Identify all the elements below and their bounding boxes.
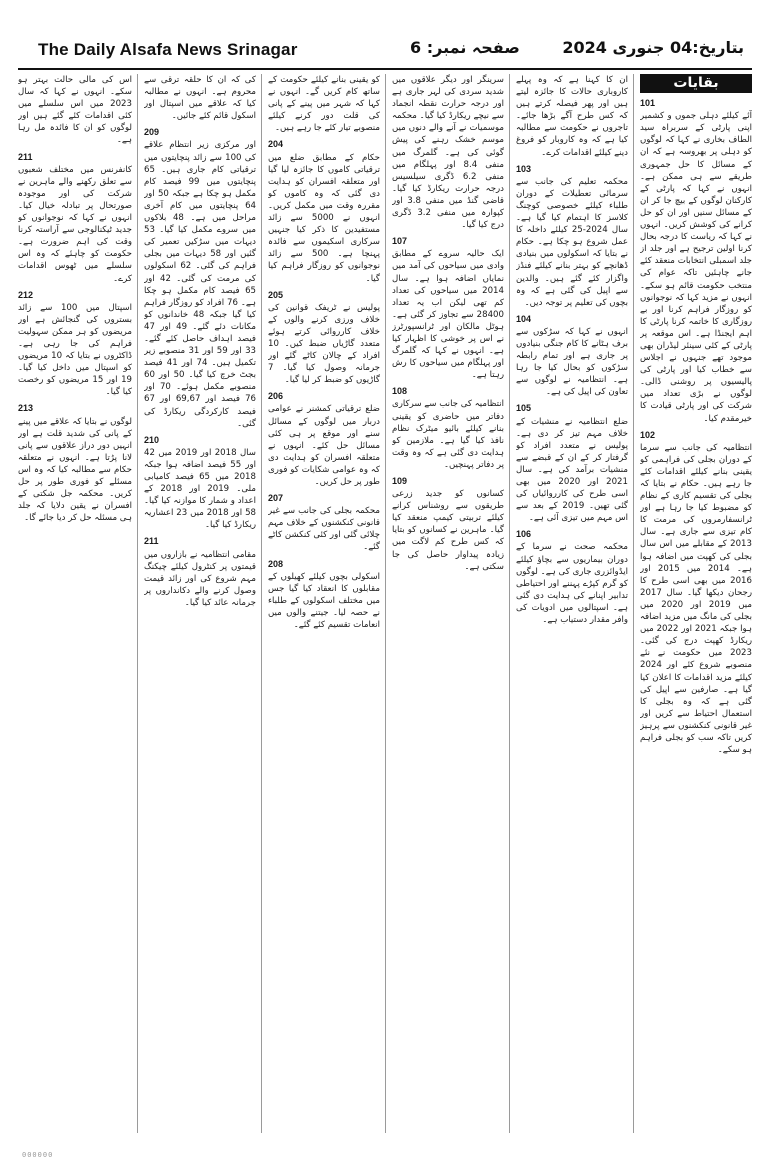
article-paragraph: کی کہ ان کا حلقہ ترقی سے محروم ہے۔ انہوں نے مطالبہ کیا کہ علاقے میں اسپتال اور اسکول قائم کئے جائیں۔	[144, 75, 256, 122]
header-divider	[18, 68, 752, 70]
article-paragraph: ان کا کہنا ہے کہ وہ پہلے کاروباری حالات کا جائزہ لیتے ہیں اور پھر فیصلہ کرتے ہیں کہ کس طرح آگے بڑھا جائے۔ تاجروں نے حکومت سے مطالبہ کیا ہے کہ وہ کاروبار کو فروغ دینے کیلئے اقدامات کرے۔	[516, 75, 628, 158]
section-number: 205	[268, 289, 284, 300]
column-divider	[633, 74, 634, 1133]
section-number: 101	[640, 98, 656, 109]
section-number: 108	[392, 386, 408, 397]
article-paragraph: انہوں نے کہا کہ سڑکوں سے برف ہٹانے کا کام جنگی بنیادوں پر جاری ہے اور تمام رابطہ سڑکوں کو بحال کیا جا رہا ہے۔ انتظامیہ نے لوگوں سے تعاون کی اپیل کی ہے۔	[516, 326, 628, 398]
column-6	[18, 74, 132, 1133]
article-paragraph: ایک حالیہ سروے کے مطابق وادی میں سیاحوں کی آمد میں نمایاں اضافہ ہوا ہے۔ سال 2014 میں سیاحوں کی تعداد کم تھی لیکن اب یہ تعداد 28400 سے تجاوز کر گئی ہے۔ ہوٹل مالکان اور ٹرانسپورٹرز نے اس پر خوشی کا اظہار کیا ہے۔ انہوں نے کہا کہ گلمرگ اور پہلگام میں سیاحوں کا رش رہتا ہے۔	[392, 249, 504, 381]
column-baqiyat	[640, 74, 752, 1133]
article-paragraph: ضلع ترقیاتی کمشنر نے عوامی دربار میں لوگوں کے مسائل سنے اور موقع پر ہی کئی مسائل حل کئے۔ انہوں نے متعلقہ افسران کو ہدایت دی کہ وہ عوامی شکایات کو فوری طور پر حل کریں۔	[268, 404, 380, 487]
column-divider	[137, 74, 138, 1133]
issue-date: بتاریخ:04 جنوری 2024	[562, 38, 744, 57]
article-paragraph: اس کی مالی حالت بہتر ہو سکے۔ انہوں نے کہا کہ سال 2023 میں اس سلسلے میں کئی اقدامات کئے گئے ہیں اور لوگوں کو ان کا فائدہ مل رہا ہے۔	[18, 75, 132, 146]
section-number: 212	[18, 289, 34, 300]
section-number: 105	[516, 403, 532, 414]
column-5	[144, 74, 256, 1133]
section-number: 103	[516, 163, 532, 174]
article-paragraph: حکام کے مطابق ضلع میں ترقیاتی کاموں کا جائزہ لیا گیا اور متعلقہ افسران کو ہدایت دی گئی کہ وہ کاموں کو مقررہ وقت میں مکمل کریں۔ انہوں نے 5000 سے زائد مستفیدین کا ذکر کیا جنہیں سرکاری اسکیموں سے فائدہ پہنچا ہے۔ 500 سے زائد نوجوانوں کو روزگار فراہم کیا گیا۔	[268, 152, 380, 284]
section-number: 109	[392, 476, 408, 486]
article-paragraph: کسانوں کو جدید زرعی طریقوں سے روشناس کرانے کیلئے تربیتی کیمپ منعقد کیا گیا۔ ماہرین نے کسانوں کو بتایا کہ کس طرح کم لاگت میں زیادہ پیداوار حاصل کی جا سکتی ہے۔	[392, 489, 504, 572]
article-paragraph: محکمہ بجلی کی جانب سے غیر قانونی کنکشنوں کے خلاف مہم چلائی گئی اور کئی کنکشن کاٹے گئے۔	[268, 506, 380, 553]
article-paragraph: اسپتال میں 100 سے زائد بستروں کی گنجائش ہے اور مریضوں کو ہر ممکن سہولیت فراہم کی جا رہی ہے۔ ڈاکٹروں نے بتایا کہ 10 مریضوں کو اسپتال میں داخل کیا گیا۔ 19 اور 15 مریضوں کو رخصت کیا گیا۔	[18, 302, 132, 398]
article-paragraph: سرینگر اور دیگر علاقوں میں شدید سردی کی لہر جاری ہے اور درجہ حرارت نقطہ انجماد سے نیچے ریکارڈ کیا گیا۔ محکمہ موسمیات نے آنے والے دنوں میں موسم خشک رہنے کی پیش گوئی کی ہے۔ گلمرگ میں منفی 8.4 اور پہلگام میں منفی 6.2 ڈگری سیلسیس درجہ حرارت ریکارڈ کیا گیا۔ قاضی گنڈ میں منفی 3.8 اور کپوارہ میں منفی 3.2 ڈگری درج کیا گیا۔	[392, 75, 504, 231]
column-divider	[385, 74, 386, 1133]
article-paragraph: کو یقینی بنانے کیلئے حکومت کے ساتھ کام کریں گے۔ انہوں نے کہا کہ شہر میں پینے کے پانی کی قلت دور کرنے کیلئے منصوبے تیار کئے جا رہے ہیں۔	[268, 75, 380, 134]
section-number: 209	[144, 127, 160, 138]
section-number: 102	[640, 429, 656, 440]
page-number: صفحہ نمبر: 6	[410, 38, 520, 57]
article-paragraph: محکمہ صحت نے سرما کے دوران بیماریوں سے بچاؤ کیلئے ایڈوائزری جاری کی ہے۔ لوگوں کو گرم کپڑے پہننے اور احتیاطی تدابیر اپنانے کی ہدایت دی گئی ہے۔ اسپتالوں میں ادویات کی وافر مقدار دستیاب ہے۔	[516, 542, 628, 626]
section-number: 204	[268, 139, 284, 150]
article-paragraph: اسکولی بچوں کیلئے کھیلوں کے مقابلوں کا انعقاد کیا گیا جس میں مختلف اسکولوں کے طلباء نے حصہ لیا۔ جیتنے والوں میں انعامات تقسیم کئے گئے۔	[268, 571, 380, 631]
article-paragraph: لوگوں نے بتایا کہ علاقے میں پینے کے پانی کی شدید قلت ہے اور انہیں دور دراز علاقوں سے پانی لانا پڑتا ہے۔ انہوں نے متعلقہ حکام سے مطالبہ کیا کہ وہ اس مسئلے کو فوری طور پر حل کریں۔ محکمہ جل شکتی کے افسران نے یقین دلایا کہ جلد ہی مسئلہ حل کر دیا جائے گا۔	[18, 416, 132, 524]
article-paragraph: انتظامیہ کی جانب سے سرما کے دوران بجلی کی فراہمی کو یقینی بنانے کیلئے اقدامات کئے جا رہے ہیں۔ حکام نے بتایا کہ بجلی کی تقسیم کاری کے نظام کو مضبوط کیا جا رہا ہے اور ٹرانسفارمروں کی مرمت کا کام تیزی سے جاری ہے۔ سال 2013 کے مقابلے میں اس سال بجلی کی کھپت میں اضافہ ہوا ہے۔ 2014 میں 2015 اور 2016 میں بھی اسی طرح کا رجحان دیکھا گیا۔ سال 2017 میں 2019 اور 2020 میں بجلی کی مانگ میں مزید اضافہ ہوا جبکہ 2021 اور 2022 میں ریکارڈ کھپت درج کی گئی۔ 2023 میں حکومت نے نئے منصوبے شروع کئے اور 2024 کیلئے مزید اقدامات کا اعلان کیا گیا ہے۔ صارفین سے اپیل کی گئی ہے کہ وہ بجلی کا استعمال احتیاط سے کریں اور غیر قانونی کنکشنوں سے پرہیز کریں تاکہ سب کو بجلی فراہم ہو سکے۔	[640, 442, 752, 756]
baqiyat-heading: بقایات	[640, 74, 752, 93]
column-divider	[261, 74, 262, 1133]
article-paragraph: آئے کیلئے دہلی جموں و کشمیر اپنی پارٹی کے سربراہ سید الطاف بخاری نے کہا کہ لوگوں کو دہلی پر بھروسہ ہے کہ ان کے مسائل کا حل جمہوری طریقے سے ہی ممکن ہے۔ انہوں نے کہا کہ پارٹی کے کارکنان لوگوں کے بیچ جا کر ان کے مسائل سنیں اور ان کو حل کرانے کی کوشش کریں۔ انہوں نے کہا کہ ریاست کا درجہ بحال کرنا اولین ترجیح ہے اور جلد از جلد اسمبلی انتخابات منعقد کئے جانے چاہئیں تاکہ عوام کی منتخب حکومت قائم ہو سکے۔ انہوں نے مزید کہا کہ نوجوانوں کو روزگار فراہم کرنا اور بے روزگاری کا خاتمہ کرنا پارٹی کا اہم ایجنڈا ہے۔ اس موقعہ پر پارٹی کے کئی سینئر لیڈران بھی موجود تھے جنہوں نے اجلاس سے خطاب کیا اور پارٹی کی پالیسیوں پر روشنی ڈالی۔ لوگوں نے بڑی تعداد میں شرکت کی اور پارٹی قیادت کا خیرمقدم کیا۔	[640, 111, 752, 424]
section-number: 107	[392, 236, 408, 247]
article-paragraph: اور مرکزی زیر انتظام علاقے کی 100 سے زائد پنچایتوں میں ترقیاتی کام جاری ہیں۔ 65 پنچایتوں میں 99 فیصد کام مکمل ہو چکا ہے جبکہ 50 اور 64 پنچایتوں میں کام آخری مراحل میں ہے۔ 48 بلاکوں میں سروے مکمل کیا گیا۔ 53 دیہات میں سڑکیں تعمیر کی گئیں اور 58 دیہات میں بجلی فراہم کی گئی۔ 62 اسکولوں کی مرمت کی گئی۔ 42 اور 65 فیصد کام مکمل ہو چکا ہے۔ 76 افراد کو روزگار فراہم کیا گیا جبکہ 48 خاندانوں کو مکانات دئے گئے۔ 49 اور 47 فیصد اہداف حاصل کئے گئے۔ 33 اور 59 اور 31 منصوبے زیر تکمیل ہیں۔ 74 اور 41 فیصد بجٹ خرچ کیا گیا۔ 50 اور 60 منصوبے مکمل ہوئے۔ 70 اور 76 فیصد اور 69,67 اور 67 فیصد کارکردگی ریکارڈ کی گئی۔	[144, 140, 256, 429]
section-number: 210	[144, 434, 160, 445]
section-number: 208	[268, 558, 284, 569]
article-paragraph: انتظامیہ کی جانب سے سرکاری دفاتر میں حاضری کو یقینی بنانے کیلئے بائیو میٹرک نظام نافذ کیا گیا ہے۔ ملازمین کو ہدایت دی گئی ہے کہ وہ وقت پر دفاتر پہنچیں۔	[392, 399, 504, 470]
page-body	[18, 74, 752, 1133]
article-paragraph: مقامی انتظامیہ نے بازاروں میں قیمتوں پر کنٹرول کیلئے چیکنگ مہم شروع کی اور زائد قیمت وصول کرنے والے دکانداروں پر جرمانہ عائد کیا گیا۔	[144, 549, 256, 608]
article-paragraph: کانفرنس میں مختلف شعبوں سے تعلق رکھنے والے ماہرین نے شرکت کی اور موجودہ صورتحال پر تبادلہ خیال کیا۔ انہوں نے کہا کہ نوجوانوں کو جدید ٹیکنالوجی سے آراستہ کرنا وقت کی اہم ضرورت ہے۔ حکومت کو چاہئے کہ وہ اس سلسلے میں ٹھوس اقدامات کرے۔	[18, 164, 132, 284]
column-4	[268, 74, 380, 1133]
section-number: 211	[18, 151, 33, 162]
section-number: 213	[18, 403, 34, 414]
article-paragraph: ضلع انتظامیہ نے منشیات کے خلاف مہم تیز کر دی ہے۔ پولیس نے متعدد افراد کو گرفتار کر کے ان کے قبضے سے منشیات برآمد کی ہے۔ سال 2021 اور 2020 میں بھی اسی طرح کی کارروائیاں کی گئی تھیں۔ 2019 کے بعد سے اس مہم میں تیزی آئی ہے۔	[516, 416, 628, 524]
section-number: 206	[268, 391, 284, 402]
section-number: 207	[268, 493, 284, 504]
section-number: 106	[516, 529, 532, 540]
section-number: 104	[516, 313, 532, 324]
column-divider	[509, 74, 510, 1133]
footer-mark: 000000	[22, 1151, 54, 1159]
newspaper-title: The Daily Alsafa News Srinagar	[38, 40, 298, 59]
column-3	[392, 74, 504, 1133]
article-paragraph: پولیس نے ٹریفک قوانین کی خلاف ورزی کرنے والوں کے خلاف کارروائی کرتے ہوئے متعدد گاڑیاں ضبط کیں۔ 10 افراد کے چالان کاٹے گئے اور جرمانہ وصول کیا گیا۔ 7 گاڑیوں کو ضبط کر لیا گیا۔	[268, 302, 380, 386]
masthead	[18, 30, 752, 70]
section-number: 211	[144, 536, 159, 547]
article-paragraph: محکمہ تعلیم کی جانب سے سرمائی تعطیلات کے دوران طلباء کیلئے خصوصی کوچنگ کلاسز کا اہتمام کیا گیا ہے۔ سال 2024-25 کیلئے داخلہ کا عمل شروع ہو چکا ہے۔ حکام نے بتایا کہ اسکولوں میں بنیادی ڈھانچے کو بہتر بنانے کیلئے فنڈز واگزار کئے گئے ہیں۔ والدین سے اپیل کی گئی ہے کہ وہ بچوں کی تعلیم پر توجہ دیں۔	[516, 176, 628, 308]
column-2	[516, 74, 628, 1133]
article-paragraph: سال 2018 اور 2019 میں 42 اور 55 فیصد اضافہ ہوا جبکہ 2018 میں 65 فیصد کامیابی ملی۔ 2019 اور 2018 کے اعداد و شمار کا موازنہ کیا گیا۔ 58 اور 2018 میں 23 اعشاریہ ریکارڈ کیا گیا۔	[144, 447, 256, 531]
